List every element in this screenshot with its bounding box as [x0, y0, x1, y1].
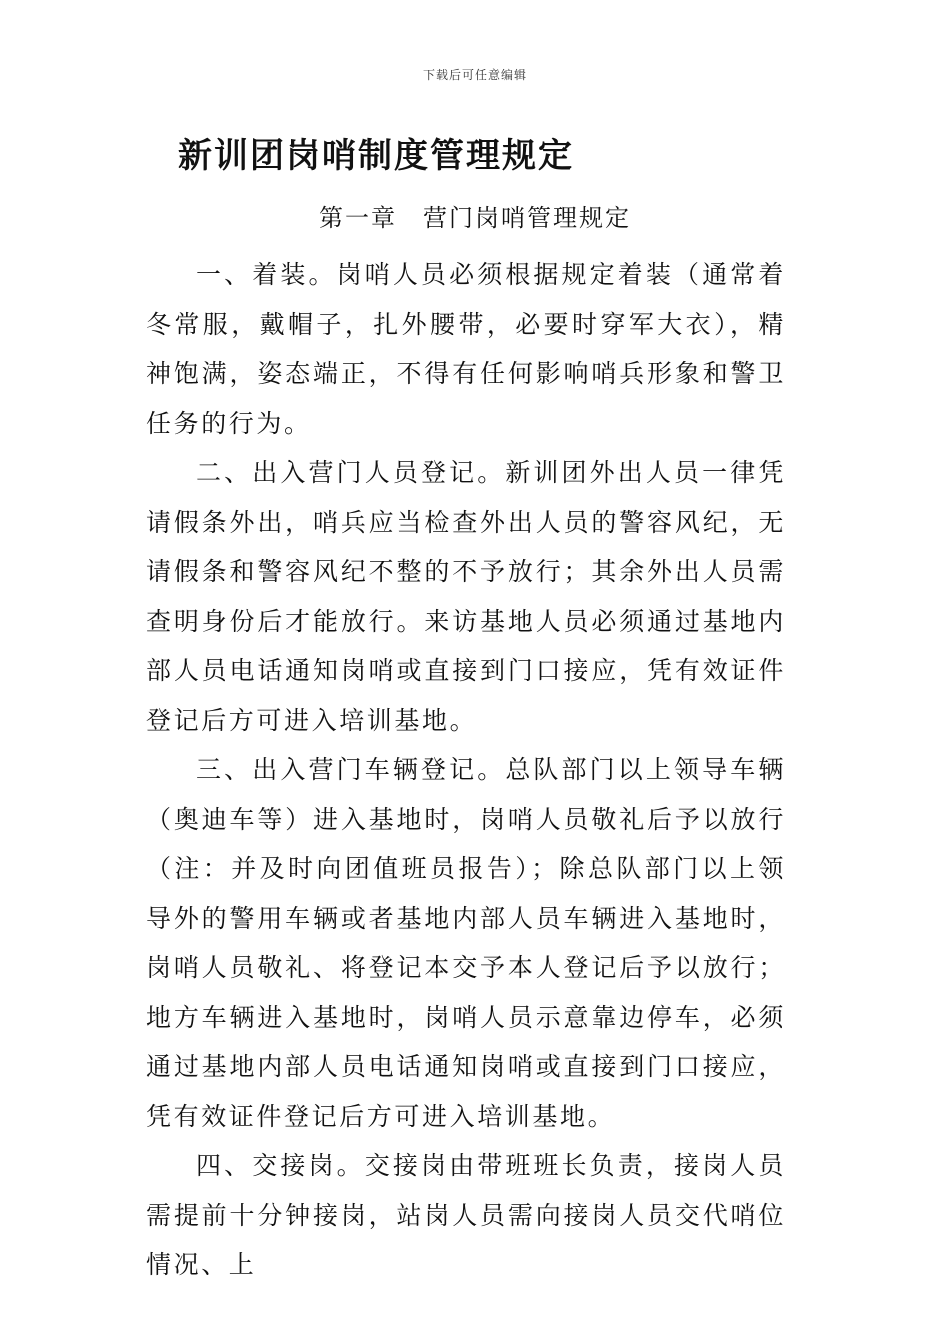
paragraph-attire: 一、着装。岗哨人员必须根据规定着装（通常着冬常服，戴帽子，扎外腰带，必要时穿军大衣），精神饱满，姿态端正，不得有任何影响哨兵形象和警卫任务的行为。 [146, 260, 786, 438]
paragraph-personnel-registration: 二、出入营门人员登记。新训团外出人员一律凭请假条外出，哨兵应当检查外出人员的警容风纪，无请假条和警容风纪不整的不予放行；其余外出人员需查明身份后才能放行。来访基地人员必须通过基地内部人员电话通知岗哨或直接到门口接应，凭有效证件登记后方可进入培训基地。 [146, 458, 786, 735]
paragraph-vehicle-registration: 三、出入营门车辆登记。总队部门以上领导车辆（奥迪车等）进入基地时，岗哨人员敬礼后予以放行（注：并及时向团值班员报告）；除总队部门以上领导外的警用车辆或者基地内部人员车辆进入基地时，岗哨人员敬礼、将登记本交予本人登记后予以放行；地方车辆进入基地时，岗哨人员示意靠边停车，必须通过基地内部人员电话通知岗哨或直接到门口接应，凭有效证件登记后方可进入培训基地。 [146, 755, 786, 1131]
document-body [146, 250, 786, 1290]
header-note: 下载后可任意编辑 [422, 68, 527, 82]
chapter-title: 第一章 营门岗哨管理规定 [319, 204, 631, 232]
paragraph-shift-handover: 四、交接岗。交接岗由带班班长负责，接岗人员需提前十分钟接岗，站岗人员需向接岗人员交代哨位情况、上 [146, 1151, 786, 1279]
document-title: 新训团岗哨制度管理规定 [178, 136, 574, 176]
